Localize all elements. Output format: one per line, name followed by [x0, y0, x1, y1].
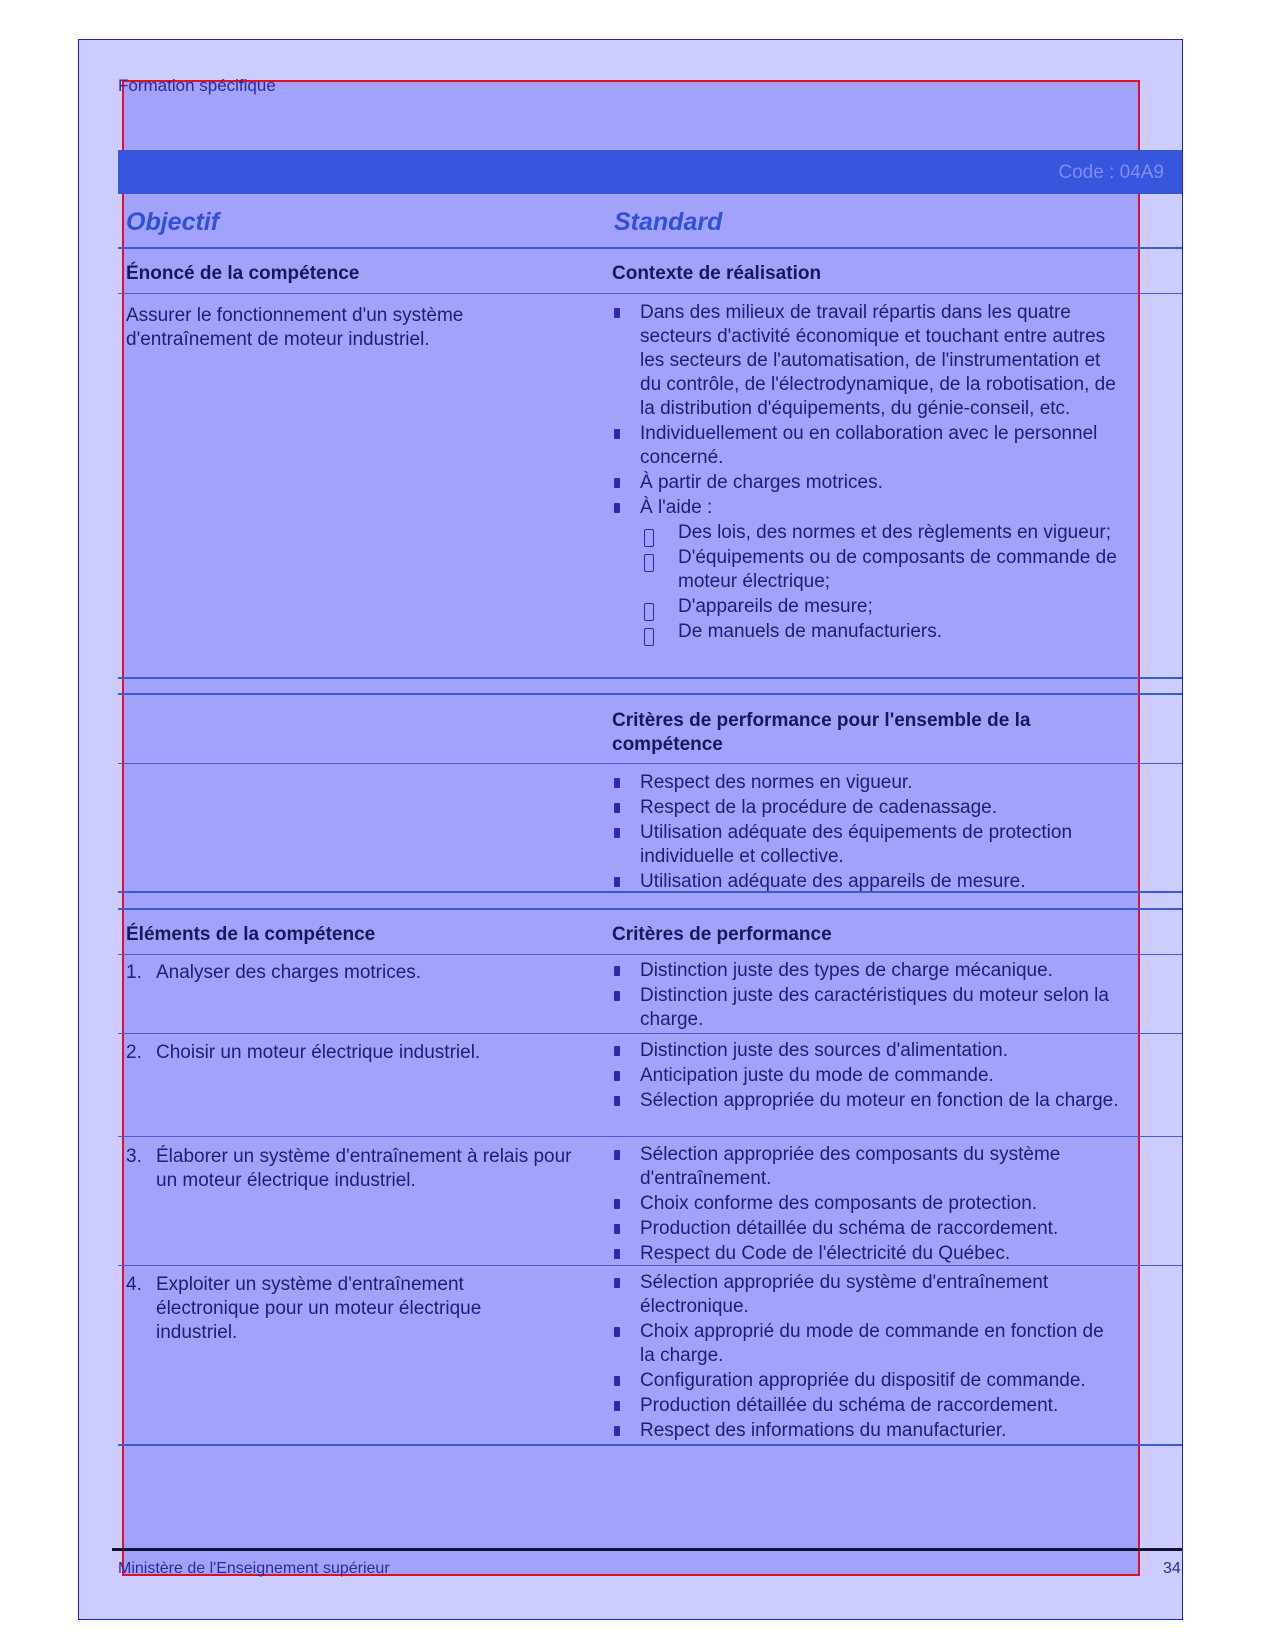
element-item-4: [126, 1273, 526, 1345]
bullet-text: D'appareils de mesure;: [678, 596, 873, 617]
bullet-marker-icon: [614, 478, 620, 488]
element-number: 3.: [126, 1146, 142, 1167]
bullet-item: [612, 796, 1122, 820]
bullet-marker-icon: [614, 877, 620, 887]
bullet-marker-icon: [614, 1376, 620, 1386]
element-text: Exploiter un système d'entraînement électronique pour un moteur électrique industriel.: [156, 1274, 482, 1343]
bullet-text: Des lois, des normes et des règlements en vigueur;: [678, 522, 1111, 543]
bullet-text: Production détaillée du schéma de raccordement.: [640, 1218, 1059, 1239]
element-criteria-3: [612, 1143, 1122, 1267]
section-elements: [118, 908, 1182, 1446]
bullet-marker-icon: [614, 778, 620, 788]
bullet-marker-icon: [614, 1401, 620, 1411]
bullet-item: [612, 771, 1122, 795]
sub-bullet-item: [612, 595, 1122, 619]
bullet-marker-icon: [644, 554, 654, 572]
bullet-text: Utilisation adéquate des équipements de protection individuelle et collective.: [640, 822, 1073, 867]
bullet-marker-icon: [614, 991, 620, 1001]
bullet-item: [612, 821, 1122, 869]
bullet-item: [612, 1217, 1122, 1241]
bullet-marker-icon: [614, 1224, 620, 1234]
bullet-text: Respect des normes en vigueur.: [640, 772, 913, 793]
bullet-text: Dans des milieux de travail répartis dans les quatre secteurs d'activité économique et touchant entre autres les secteurs de l'automatisation, de l'instrumentation et du contrôle, de l'électrodynamique, de la robotisation, de la distribution d'équipements, du génie-conseil, etc.: [640, 302, 1116, 419]
element-item-1: [126, 961, 596, 985]
bullet-text: Respect de la procédure de cadenassage.: [640, 797, 998, 818]
bullet-marker-icon: [614, 803, 620, 813]
element-text: Analyser des charges motrices.: [156, 962, 422, 983]
bullet-text: Individuellement ou en collaboration avec le personnel concerné.: [640, 423, 1098, 468]
bullet-item: [612, 1089, 1122, 1113]
element-criteria-2: [612, 1039, 1122, 1114]
bullet-item: [612, 471, 1122, 495]
row-divider: [118, 1265, 1182, 1266]
col-head-elements: Éléments de la compétence: [126, 924, 376, 945]
bullet-text: Distinction juste des sources d'alimentation.: [640, 1040, 1008, 1061]
bullet-marker-icon: [644, 628, 654, 646]
bullet-item: [612, 422, 1122, 470]
bullet-item: [612, 1192, 1122, 1216]
bullet-text: Distinction juste des types de charge mécanique.: [640, 960, 1053, 981]
bullet-item: [612, 1394, 1122, 1418]
bullet-marker-icon: [614, 503, 620, 513]
bullet-text: Sélection appropriée du moteur en fonction de la charge.: [640, 1090, 1119, 1111]
section-ensemble: [118, 693, 1182, 893]
bullet-marker-icon: [614, 1150, 620, 1160]
bullet-text: Choix conforme des composants de protection.: [640, 1193, 1038, 1214]
bullet-text: Production détaillée du schéma de raccordement.: [640, 1395, 1059, 1416]
row-divider: [118, 293, 1182, 294]
bullet-marker-icon: [614, 429, 620, 439]
bullet-item: [612, 1271, 1122, 1319]
bullet-marker-icon: [644, 529, 654, 547]
ensemble-heading: Critères de performance pour l'ensemble de la compétence: [612, 710, 1031, 755]
statement-line: Assurer le fonctionnement d'un système: [126, 305, 464, 326]
row-divider: [118, 954, 1182, 955]
bullet-item: [612, 496, 1122, 520]
bullet-item: [612, 1419, 1122, 1443]
col-head-criteres: Critères de performance: [612, 924, 832, 945]
row-divider: [118, 1033, 1182, 1034]
bullet-item: [612, 959, 1122, 983]
bullet-text: Sélection appropriée du système d'entraînement électronique.: [640, 1272, 1049, 1317]
bullet-marker-icon: [614, 966, 620, 976]
sub-bullet-item: [612, 521, 1122, 545]
bullet-text: Utilisation adéquate des appareils de mesure.: [640, 871, 1026, 892]
code-band: [118, 150, 1182, 194]
section-enonce: [118, 247, 1182, 679]
bullet-text: À partir de charges motrices.: [640, 472, 883, 493]
context-list: [612, 301, 1122, 645]
element-number: 1.: [126, 962, 142, 983]
bullet-marker-icon: [614, 1249, 620, 1259]
bullet-item: [612, 1143, 1122, 1191]
bullet-marker-icon: [614, 1199, 620, 1209]
element-text: Choisir un moteur électrique industriel.: [156, 1042, 481, 1063]
bullet-text: De manuels de manufacturiers.: [678, 621, 943, 642]
sub-bullet-item: [612, 620, 1122, 644]
bullet-text: À l'aide :: [640, 497, 713, 518]
element-item-2: [126, 1041, 596, 1065]
statement-line: d'entraînement de moteur industriel.: [126, 329, 430, 350]
competency-statement: [126, 304, 596, 352]
page-number: 34: [1163, 1560, 1181, 1577]
ensemble-criteria-list: [612, 771, 1122, 895]
bullet-marker-icon: [614, 1327, 620, 1337]
bullet-item: [612, 1242, 1122, 1266]
col-head-contexte: Contexte de réalisation: [612, 263, 822, 284]
program-label: Formation spécifique: [118, 76, 276, 95]
row-divider: [118, 763, 1182, 764]
bullet-marker-icon: [644, 603, 654, 621]
bullet-marker-icon: [614, 308, 620, 318]
row-divider: [118, 1136, 1182, 1137]
bullet-item: [612, 1039, 1122, 1063]
bullet-item: [612, 1320, 1122, 1368]
bullet-marker-icon: [614, 1278, 620, 1288]
element-text: Élaborer un système d'entraînement à relais pour un moteur électrique industriel.: [156, 1146, 572, 1191]
heading-standard: Standard: [614, 208, 723, 236]
bullet-text: Respect du Code de l'électricité du Québec.: [640, 1243, 1011, 1264]
bullet-item: [612, 301, 1122, 421]
bullet-item: [612, 1064, 1122, 1088]
bullet-marker-icon: [614, 1046, 620, 1056]
bullet-text: Configuration appropriée du dispositif de commande.: [640, 1370, 1086, 1391]
competency-code: Code : 04A9: [1058, 162, 1164, 183]
bullet-marker-icon: [614, 1426, 620, 1436]
element-item-3: [126, 1145, 576, 1193]
bullet-marker-icon: [614, 1096, 620, 1106]
element-criteria-4: [612, 1271, 1122, 1444]
bullet-item: [612, 1369, 1122, 1393]
footer-ministry: Ministère de l'Enseignement supérieur: [118, 1560, 390, 1577]
bullet-item: [612, 870, 1122, 894]
element-number: 4.: [126, 1274, 142, 1295]
heading-objectif: Objectif: [126, 208, 220, 236]
bullet-marker-icon: [614, 1071, 620, 1081]
bullet-item: [612, 984, 1122, 1032]
bullet-text: Anticipation juste du mode de commande.: [640, 1065, 994, 1086]
bullet-marker-icon: [614, 828, 620, 838]
bullet-text: D'équipements ou de composants de commande de moteur électrique;: [678, 547, 1117, 592]
bullet-text: Sélection appropriée des composants du système d'entraînement.: [640, 1144, 1061, 1189]
element-criteria-1: [612, 959, 1122, 1033]
sub-bullet-item: [612, 546, 1122, 594]
col-head-enonce: Énoncé de la compétence: [126, 263, 360, 284]
bullet-text: Choix approprié du mode de commande en fonction de la charge.: [640, 1321, 1104, 1366]
footer-rule: [112, 1548, 1182, 1551]
element-number: 2.: [126, 1042, 142, 1063]
bullet-text: Respect des informations du manufacturier.: [640, 1420, 1007, 1441]
bullet-text: Distinction juste des caractéristiques du moteur selon la charge.: [640, 985, 1109, 1030]
